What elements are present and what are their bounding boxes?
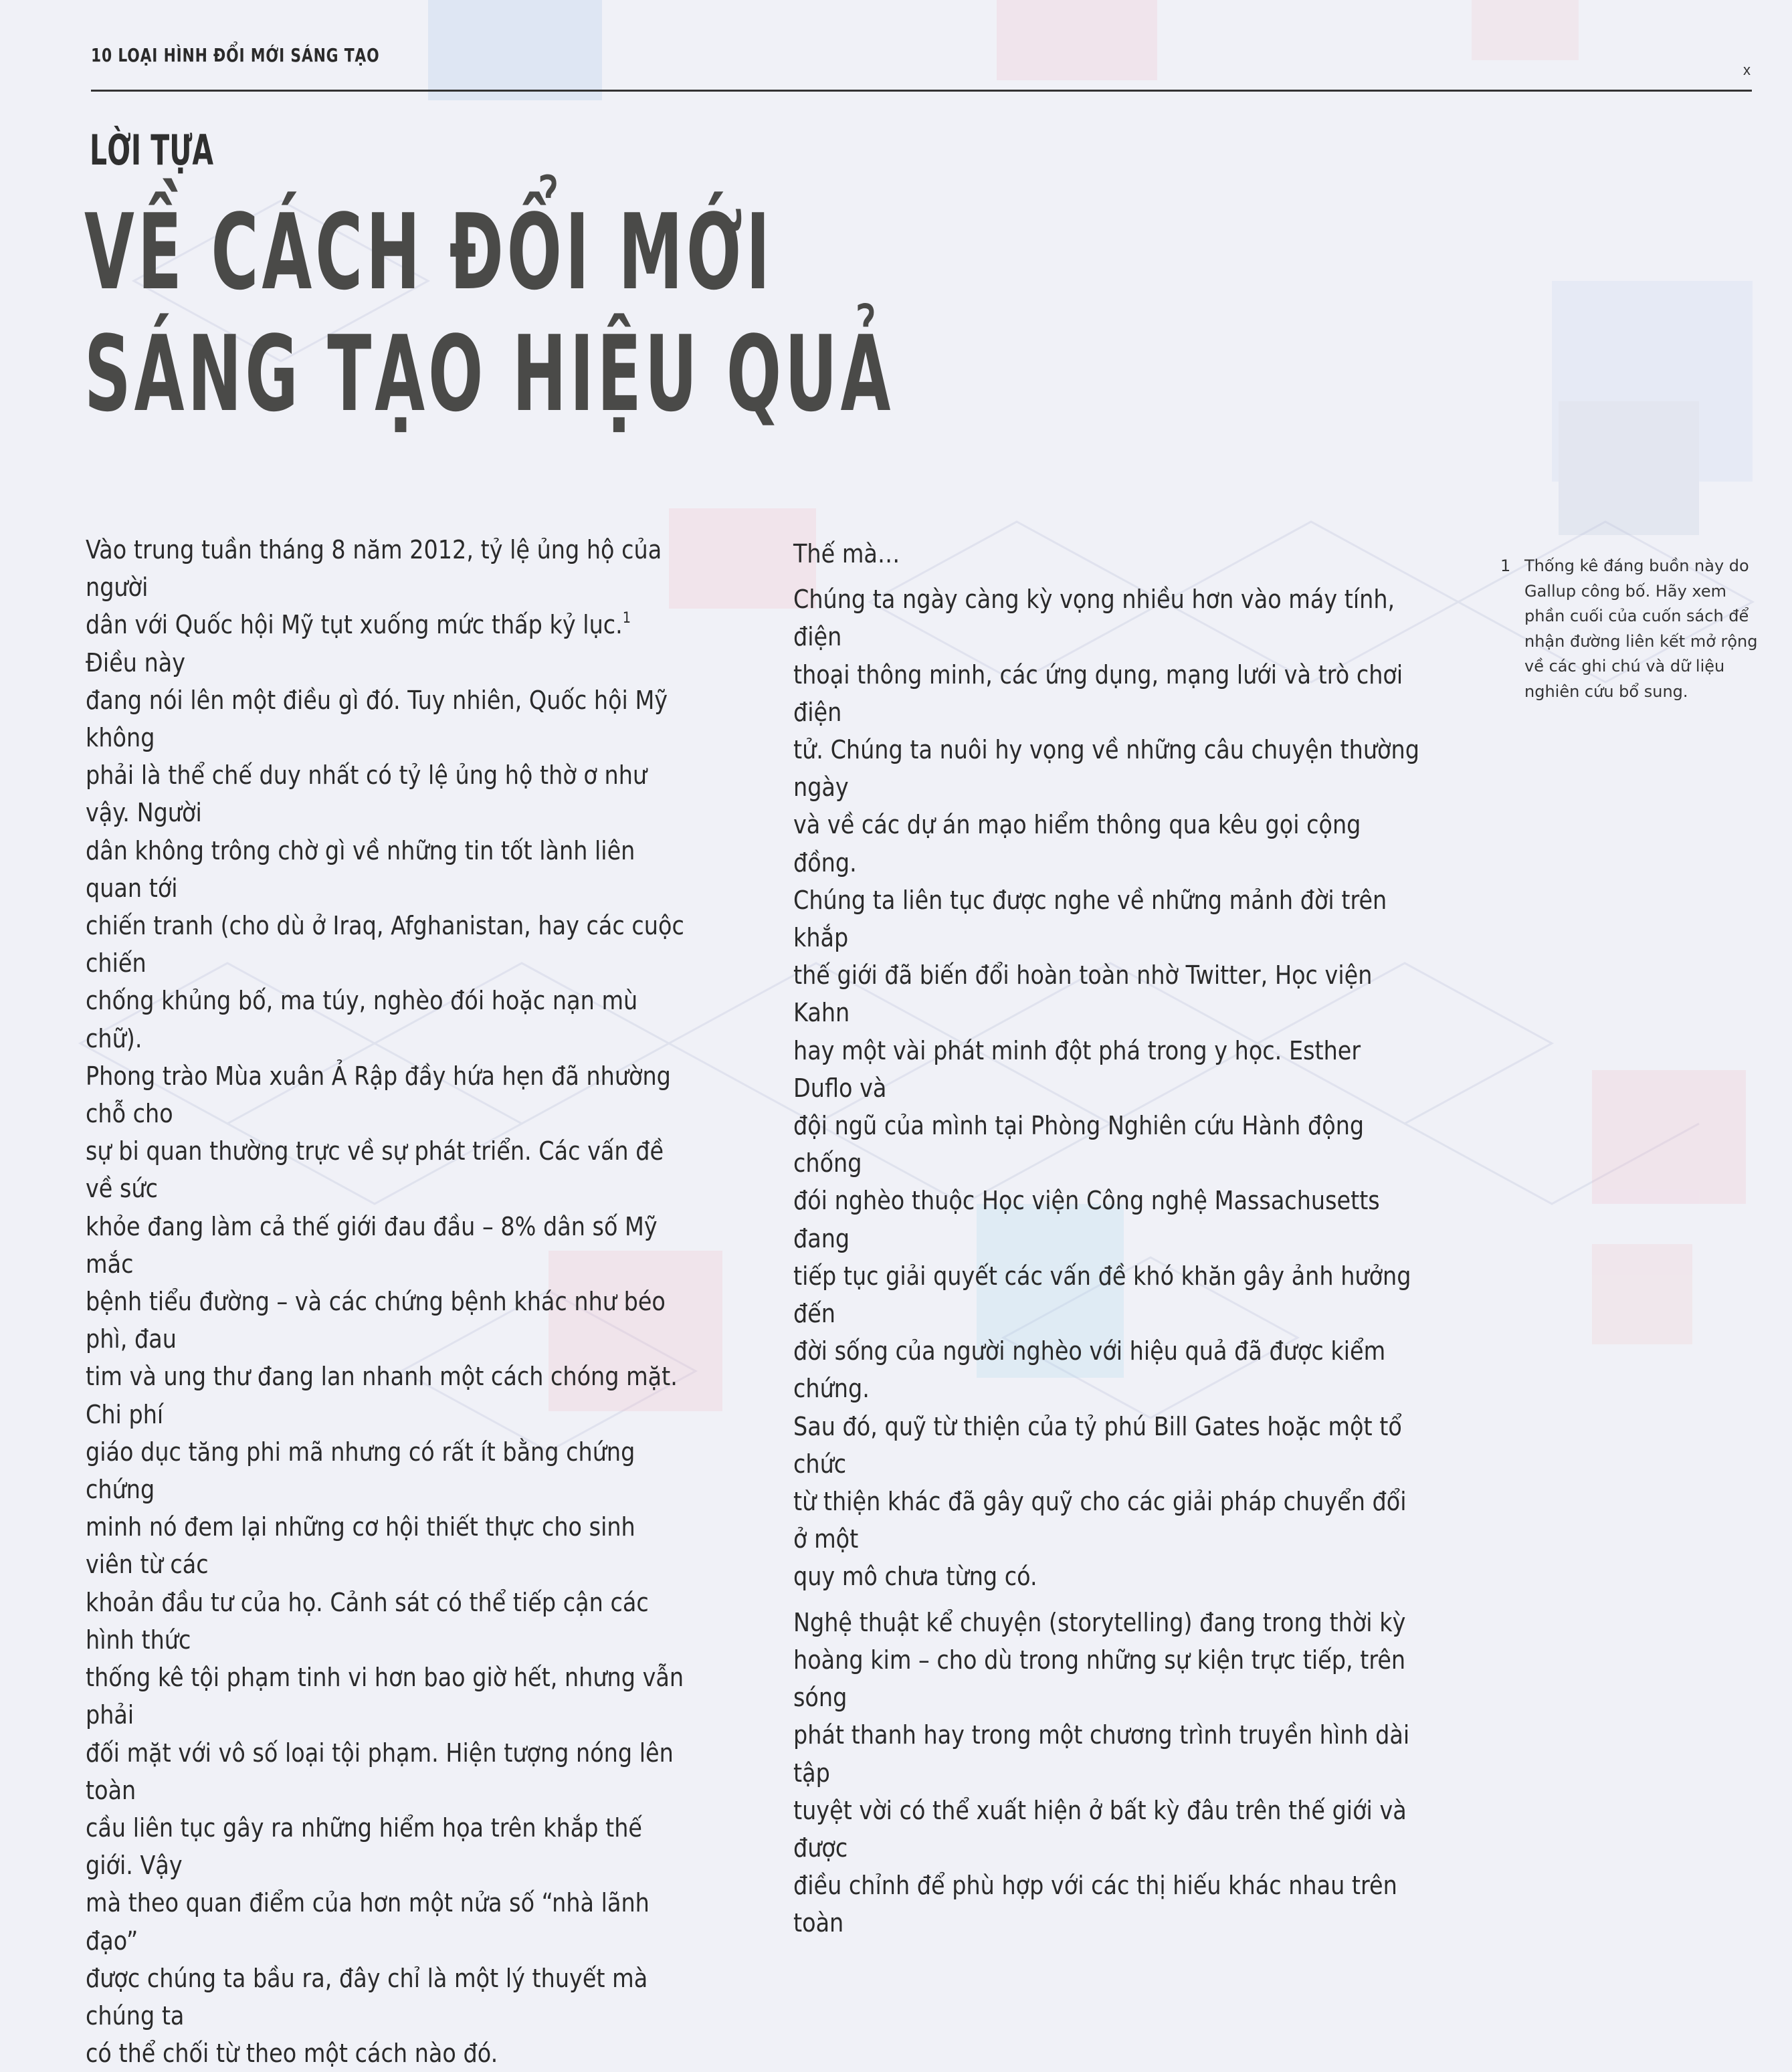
footnote-number: 1 [1500, 556, 1511, 575]
opening-line: Thế mà… [793, 539, 900, 568]
right-column-text [793, 535, 1423, 1942]
footnote-text: Thống kê đáng buồn này do Gallup công bố. Hãy xem phần cuối của cuốn sách để nhận đường liên kết mở rộng về các ghi chú và dữ liệu nghiên cứu bổ sung. [1524, 556, 1758, 701]
title-line-2: SÁNG TẠO HIỆU QUẢ [84, 313, 894, 435]
page-number: x [1743, 62, 1751, 78]
header-rule [91, 90, 1752, 92]
footnote-marker: 1 [622, 610, 631, 627]
running-header: 10 LOẠI HÌNH ĐỔI MỚI SÁNG TẠO [91, 44, 380, 66]
title-line-1: VỀ CÁCH ĐỔI MỚI [84, 191, 774, 313]
body-paragraph: Nghệ thuật kể chuyện (storytelling) đang trong thời kỳ hoàng kim – cho dù trong những sự kiện trực tiếp, trên sóng phát thanh hay trong một chương trình truyền hình dài tập tuyệt vời có thể xuất hiện ở bất kỳ đâu trên thế giới và được điều chỉnh để phù hợp với các thị hiếu khác nhau trên toàn [793, 1607, 1410, 1938]
page-title [84, 191, 894, 435]
body-paragraph: Chúng ta ngày càng kỳ vọng nhiều hơn vào máy tính, điện thoại thông minh, các ứng dụng, mạng lưới và trò chơi điện tử. Chúng ta nuôi hy vọng về những câu chuyện thường ngày và về các dự án mạo hiểm thông qua kêu gọi cộng đồng. Chúng ta liên tục được nghe về những mảnh đời trên khắp thế giới đã biến đổi hoàn toàn nhờ Twitter, Học viện Kahn hay một vài phát minh đột phá trong y học. Esther Duflo và đội ngũ của mình tại Phòng Nghiên cứu Hành động chống đói nghèo thuộc Học viện Công nghệ Massachusetts đang tiếp tục giải quyết các vấn đề khó khăn gây ảnh hưởng đến đời sống của người nghèo với hiệu quả đã được kiểm chứng. Sau đó, quỹ từ thiện của tỷ phú Bill Gates hoặc một tổ chức từ thiện khác đã gây quỹ cho các giải pháp chuyển đổi ở một quy mô chưa từng có. [793, 585, 1419, 1592]
body-paragraph: Vào trung tuần tháng 8 năm 2012, tỷ lệ ủng hộ của người dân với Quốc hội Mỹ tụt xuống mức thấp kỷ lục.$^1$ Điều này đang nói lên một điều gì đó. Tuy nhiên, Quốc hội Mỹ không phải là thể chế duy nhất có tỷ lệ ủng hộ thờ ơ như vậy. Người dân không trông chờ gì về những tin tốt lành liên quan tới chiến tranh (cho dù ở Iraq, Afghanistan, hay các cuộc chiến chống khủng bố, ma túy, nghèo đói hoặc nạn mù chữ). Phong trào Mùa xuân Ả Rập đầy hứa hẹn đã nhường chỗ cho sự bi quan thường trực về sự phát triển. Các vấn đề về sức khỏe đang làm cả thế giới đau đầu – 8% dân số Mỹ mắc bệnh tiểu đường – và các chứng bệnh khác như béo phì, đau tim và ung thư đang lan nhanh một cách chóng mặt. Chi phí giáo dục tăng phi mã nhưng có rất ít bằng chứng chứng minh nó đem lại những cơ hội thiết thực cho sinh viên từ các khoản đầu tư của họ. Cảnh sát có thể tiếp cận các hình thức thống kê tội phạm tinh vi hơn bao giờ hết, nhưng vẫn phải đối mặt với vô số loại tội phạm. Hiện tượng nóng lên toàn cầu liên tục gây ra những hiểm họa trên khắp thế giới. Vậy mà theo quan điểm của hơn một nửa số “nhà lãnh đạo” được chúng ta bầu ra, đây chỉ là một lý thuyết mà chúng ta có thể chối từ theo một cách nào đó. [86, 535, 684, 2069]
section-kicker: LỜI TỰA [90, 126, 214, 175]
left-column-text [86, 531, 686, 2072]
